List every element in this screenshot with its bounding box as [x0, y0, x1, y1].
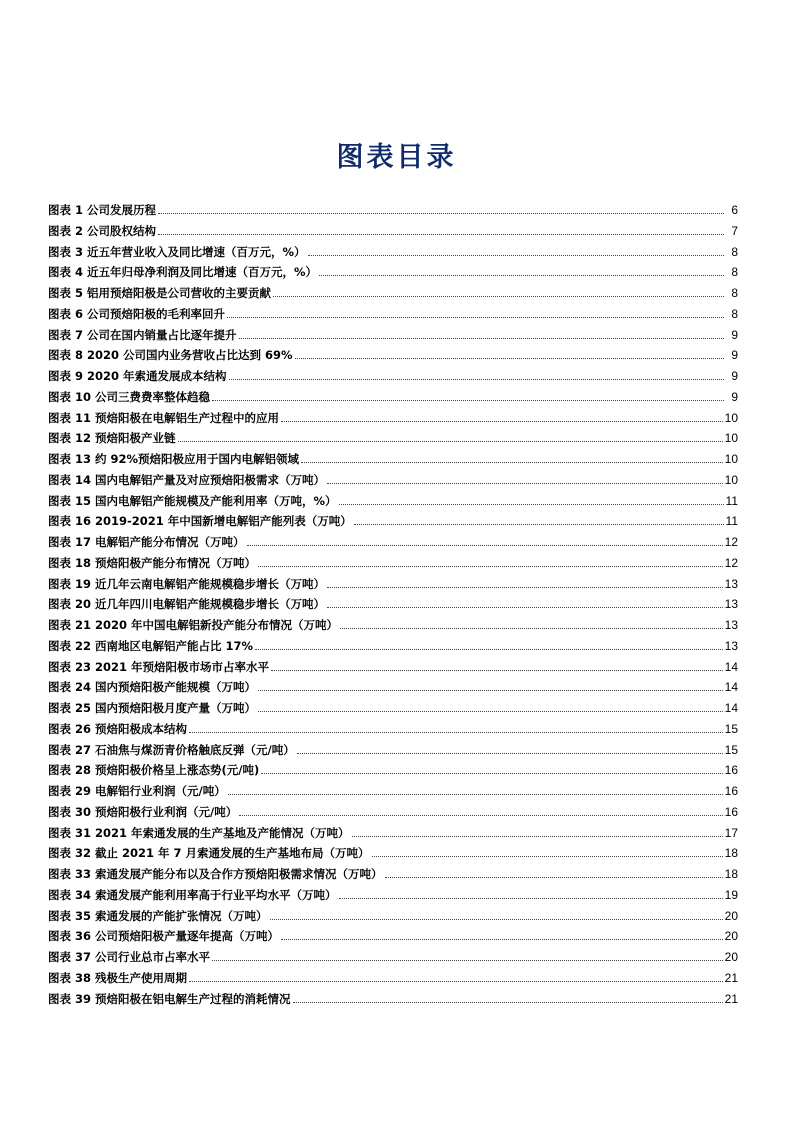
page-number[interactable]: 20: [724, 950, 738, 964]
figure-number: 图表 28: [48, 763, 92, 778]
toc-entry[interactable]: [48, 594, 738, 615]
dot-leader: [258, 710, 723, 712]
figure-caption: 公司预焙阳极产量逐年提高（万吨）: [95, 929, 280, 944]
toc-entry[interactable]: [48, 491, 738, 512]
toc-entry-label[interactable]: [48, 843, 370, 864]
dot-leader: [297, 752, 723, 754]
figure-number: 图表 22: [48, 638, 92, 653]
figure-caption: 近五年归母净利润及同比增速（百万元，%）: [87, 265, 318, 280]
dot-leader: [258, 565, 723, 567]
figure-caption: 公司在国内销量占比逐年提升: [87, 327, 237, 342]
page-number[interactable]: 8: [731, 306, 738, 321]
toc-entry[interactable]: [48, 740, 738, 761]
dot-leader: [239, 337, 724, 339]
toc-entry[interactable]: [48, 760, 738, 781]
figure-caption: 索通发展的产能扩张情况（万吨）: [95, 908, 268, 923]
figure-number: 图表 18: [48, 555, 92, 570]
page-number[interactable]: 13: [724, 597, 738, 612]
figure-caption: 电解铝行业利润（元/吨）: [95, 784, 226, 798]
page-number[interactable]: 10: [724, 452, 738, 466]
toc-entry[interactable]: [48, 242, 738, 263]
toc-entry[interactable]: [48, 387, 738, 408]
figure-number: 图表 5: [48, 286, 84, 300]
toc-entry[interactable]: [48, 532, 738, 553]
toc-entry-label[interactable]: [48, 989, 291, 1010]
toc-entry[interactable]: [48, 885, 738, 906]
dot-leader: [273, 295, 724, 297]
toc-entry-label[interactable]: [48, 304, 225, 325]
figure-number: 图表 32: [48, 846, 92, 861]
dot-leader: [354, 523, 724, 525]
toc-entry-label[interactable]: [48, 262, 317, 283]
dot-leader: [258, 689, 723, 691]
figure-caption: 公司行业总市占率水平: [95, 950, 211, 964]
figure-caption: 电解铝产能分布情况（万吨）: [95, 535, 245, 549]
figure-caption: 公司预焙阳极的毛利率回升: [87, 306, 226, 321]
figure-number: 图表 23: [48, 659, 92, 674]
toc-entry-label[interactable]: [48, 532, 245, 553]
figure-caption: 2021 年预焙阳极市场市占率水平: [95, 659, 270, 674]
dot-leader: [327, 586, 723, 588]
figure-caption: 截止 2021 年 7 月索通发展的生产基地布局（万吨）: [95, 846, 370, 861]
toc-entry[interactable]: [48, 553, 738, 574]
toc-entry-label[interactable]: [48, 657, 269, 678]
toc-entry[interactable]: [48, 802, 738, 823]
toc-entry-label[interactable]: [48, 428, 176, 449]
toc-entry-label[interactable]: [48, 740, 295, 761]
toc-entry[interactable]: [48, 262, 738, 283]
figure-caption: 预焙阳极成本结构: [95, 721, 188, 736]
page-number[interactable]: 15: [724, 742, 738, 757]
toc-entry[interactable]: [48, 366, 738, 387]
toc-entry[interactable]: [48, 283, 738, 304]
page-number[interactable]: 10: [724, 431, 738, 446]
toc-entry-label[interactable]: [48, 449, 299, 470]
toc-entry[interactable]: [48, 615, 738, 636]
figure-caption: 约 92%预焙阳极应用于国内电解铝领域: [95, 452, 300, 466]
figure-caption: 国内电解铝产量及对应预焙阳极需求（万吨）: [95, 472, 326, 487]
dot-leader: [158, 233, 724, 235]
figure-number: 图表 13: [48, 452, 92, 466]
page-number[interactable]: 8: [731, 265, 738, 280]
toc-entry-label[interactable]: [48, 802, 237, 823]
dot-leader: [212, 959, 723, 961]
toc-entry[interactable]: [48, 636, 738, 657]
toc-entry-label[interactable]: [48, 947, 210, 968]
figure-caption: 2021 年索通发展的生产基地及产能情况（万吨）: [95, 825, 350, 840]
toc-entry-label[interactable]: [48, 594, 325, 615]
figure-caption: 预焙阳极行业利润（元/吨）: [95, 804, 238, 819]
figure-number: 图表 17: [48, 535, 92, 549]
toc-entry[interactable]: [48, 843, 738, 864]
dot-leader: [319, 274, 724, 276]
page-number[interactable]: 16: [724, 763, 738, 778]
toc-entry-label[interactable]: [48, 366, 227, 387]
figure-number: 图表 29: [48, 784, 92, 798]
figure-number: 图表 9: [48, 369, 84, 383]
page-number[interactable]: 16: [724, 804, 738, 819]
toc-entry-label[interactable]: [48, 615, 338, 636]
dot-leader: [239, 814, 722, 816]
figure-caption: 预焙阳极在铝电解生产过程的消耗情况: [95, 991, 291, 1006]
toc-entry-label[interactable]: [48, 470, 325, 491]
dot-leader: [385, 876, 723, 878]
toc-entry[interactable]: [48, 511, 738, 532]
toc-entry-label[interactable]: [48, 926, 279, 947]
dot-leader: [212, 399, 724, 401]
figure-number: 图表 27: [48, 742, 92, 757]
figure-number: 图表 25: [48, 701, 92, 715]
figure-caption: 2019-2021 年中国新增电解铝产能列表（万吨）: [95, 514, 352, 529]
page-number[interactable]: 21: [724, 991, 738, 1006]
toc-entry-label[interactable]: [48, 781, 226, 802]
table-of-figures: [48, 200, 738, 1009]
figure-number: 图表 26: [48, 721, 92, 736]
figure-number: 图表 31: [48, 825, 92, 840]
page-number[interactable]: 18: [724, 867, 738, 881]
page-number[interactable]: 8: [731, 244, 738, 259]
dot-leader: [293, 1001, 723, 1003]
dot-leader: [255, 648, 723, 650]
figure-number: 图表 4: [48, 265, 84, 280]
toc-entry-label[interactable]: [48, 200, 156, 221]
figure-number: 图表 14: [48, 472, 92, 487]
figure-caption: 公司发展历程: [87, 203, 157, 217]
toc-entry[interactable]: [48, 719, 738, 740]
toc-entry[interactable]: [48, 470, 738, 491]
figure-caption: 预焙阳极产能分布情况（万吨）: [95, 555, 257, 570]
figure-number: 图表 24: [48, 680, 92, 695]
dot-leader: [270, 918, 723, 920]
toc-entry[interactable]: [48, 864, 738, 885]
toc-entry-label[interactable]: [48, 719, 187, 740]
toc-entry-label[interactable]: [48, 283, 271, 304]
figure-number: 图表 30: [48, 804, 92, 819]
figure-caption: 索通发展产能分布以及合作方预焙阳极需求情况（万吨）: [95, 867, 383, 881]
dot-leader: [227, 316, 724, 318]
figure-number: 图表 33: [48, 867, 92, 881]
figure-number: 图表 3: [48, 244, 84, 259]
toc-entry-label[interactable]: [48, 491, 337, 512]
figure-number: 图表 34: [48, 887, 92, 902]
page-number[interactable]: 9: [731, 389, 738, 404]
page-number[interactable]: 16: [724, 784, 738, 798]
figure-caption: 国内预焙阳极产能规模（万吨）: [95, 680, 257, 695]
toc-entry-label[interactable]: [48, 408, 279, 429]
figure-number: 图表 19: [48, 576, 92, 591]
toc-entry[interactable]: [48, 989, 738, 1010]
toc-entry[interactable]: [48, 304, 738, 325]
dot-leader: [340, 627, 723, 629]
dot-leader: [281, 938, 723, 940]
page-number[interactable]: 19: [724, 887, 738, 902]
page-number[interactable]: 18: [724, 846, 738, 861]
figure-number: 图表 1: [48, 203, 84, 217]
figure-number: 图表 11: [48, 410, 92, 425]
dot-leader: [189, 980, 723, 982]
figure-number: 图表 6: [48, 306, 84, 321]
dot-leader: [327, 482, 723, 484]
figure-caption: 公司三费费率整体趋稳: [95, 389, 211, 404]
toc-entry[interactable]: [48, 926, 738, 947]
figure-caption: 铝用预焙阳极是公司营收的主要贡献: [87, 286, 272, 300]
figure-caption: 预焙阳极在电解铝生产过程中的应用: [95, 410, 280, 425]
page-number[interactable]: 20: [724, 908, 738, 923]
figure-caption: 公司股权结构: [87, 223, 157, 238]
figure-caption: 近几年四川电解铝产能规模稳步增长（万吨）: [95, 597, 326, 612]
dot-leader: [281, 420, 723, 422]
figure-number: 图表 20: [48, 597, 92, 612]
toc-entry-label[interactable]: [48, 553, 256, 574]
toc-entry-label[interactable]: [48, 968, 187, 989]
figure-caption: 预焙阳极价格呈上涨态势(元/吨): [95, 763, 260, 778]
page-number[interactable]: 7: [731, 223, 738, 238]
toc-entry-label[interactable]: [48, 325, 237, 346]
figure-number: 图表 8: [48, 348, 84, 363]
figure-number: 图表 15: [48, 493, 92, 508]
toc-entry[interactable]: [48, 408, 738, 429]
page-number[interactable]: 10: [724, 472, 738, 487]
figure-caption: 近五年营业收入及同比增速（百万元，%）: [87, 244, 306, 259]
page-number[interactable]: 9: [731, 348, 738, 363]
figure-caption: 预焙阳极产业链: [95, 431, 176, 446]
toc-entry-label[interactable]: [48, 864, 383, 885]
figure-caption: 国内电解铝产能规模及产能利用率（万吨，%）: [95, 493, 337, 508]
toc-entry[interactable]: [48, 947, 738, 968]
figure-caption: 石油焦与煤沥青价格触底反弹（元/吨）: [95, 742, 295, 757]
toc-entry[interactable]: [48, 823, 738, 844]
figure-caption: 西南地区电解铝产能占比 17%: [95, 638, 254, 653]
dot-leader: [339, 503, 724, 505]
figure-number: 图表 36: [48, 929, 92, 944]
toc-entry-label[interactable]: [48, 511, 352, 532]
figure-caption: 国内预焙阳极月度产量（万吨）: [95, 701, 257, 715]
toc-entry-label[interactable]: [48, 242, 306, 263]
dot-leader: [261, 772, 722, 774]
figure-number: 图表 39: [48, 991, 92, 1006]
toc-entry[interactable]: [48, 325, 738, 346]
page-number[interactable]: 13: [724, 638, 738, 653]
toc-entry[interactable]: [48, 200, 738, 221]
dot-leader: [158, 212, 724, 214]
toc-entry[interactable]: [48, 906, 738, 927]
page-number[interactable]: 14: [724, 680, 738, 695]
page-title: 图表目录: [336, 142, 457, 173]
page-number[interactable]: 9: [731, 327, 738, 342]
page-number[interactable]: 8: [731, 286, 738, 300]
toc-entry[interactable]: [48, 449, 738, 470]
toc-entry[interactable]: [48, 428, 738, 449]
toc-entry-label[interactable]: [48, 677, 256, 698]
figure-caption: 近几年云南电解铝产能规模稳步增长（万吨）: [95, 576, 326, 591]
dot-leader: [339, 897, 723, 899]
figure-number: 图表 10: [48, 389, 92, 404]
dot-leader: [271, 669, 723, 671]
page-number[interactable]: 12: [724, 535, 738, 549]
figure-number: 图表 12: [48, 431, 92, 446]
toc-entry[interactable]: [48, 657, 738, 678]
toc-entry-label[interactable]: [48, 574, 325, 595]
toc-entry[interactable]: [48, 221, 738, 242]
page-number[interactable]: 14: [724, 701, 738, 715]
toc-entry[interactable]: [48, 698, 738, 719]
page-number[interactable]: 9: [731, 369, 738, 383]
page-number[interactable]: 11: [725, 493, 738, 508]
figure-caption: 2020 年索通发展成本结构: [87, 369, 227, 383]
figure-number: 图表 16: [48, 514, 92, 529]
toc-entry-label[interactable]: [48, 387, 210, 408]
dot-leader: [189, 731, 723, 733]
toc-entry[interactable]: [48, 345, 738, 366]
figure-caption: 2020 年中国电解铝新投产能分布情况（万吨）: [95, 618, 339, 632]
figure-number: 图表 37: [48, 950, 92, 964]
dot-leader: [308, 254, 724, 256]
figure-number: 图表 2: [48, 223, 84, 238]
figure-number: 图表 7: [48, 327, 84, 342]
toc-entry[interactable]: [48, 968, 738, 989]
page-number[interactable]: 20: [724, 929, 738, 944]
page-number[interactable]: 10: [724, 410, 738, 425]
toc-entry[interactable]: [48, 781, 738, 802]
toc-entry[interactable]: [48, 677, 738, 698]
toc-entry-label[interactable]: [48, 906, 268, 927]
page-number[interactable]: 11: [725, 514, 738, 529]
toc-entry-label[interactable]: [48, 823, 350, 844]
toc-entry-label[interactable]: [48, 345, 293, 366]
dot-leader: [228, 793, 723, 795]
page-number[interactable]: 13: [724, 618, 738, 632]
page-number[interactable]: 17: [724, 825, 738, 840]
dot-leader: [327, 606, 723, 608]
page-number[interactable]: 6: [731, 203, 738, 217]
dot-leader: [372, 855, 723, 857]
toc-entry-label[interactable]: [48, 760, 259, 781]
figure-number: 图表 35: [48, 908, 92, 923]
figure-caption: 索通发展产能利用率高于行业平均水平（万吨）: [95, 887, 337, 902]
dot-leader: [178, 440, 723, 442]
figure-number: 图表 21: [48, 618, 92, 632]
toc-entry[interactable]: [48, 574, 738, 595]
toc-entry-label[interactable]: [48, 636, 253, 657]
figure-caption: 残极生产使用周期: [95, 970, 188, 985]
toc-entry-label[interactable]: [48, 221, 156, 242]
dot-leader: [295, 357, 724, 359]
figure-number: 图表 38: [48, 970, 92, 985]
figure-caption: 2020 公司国内业务营收占比达到 69%: [87, 348, 293, 363]
dot-leader: [352, 835, 723, 837]
toc-entry-label[interactable]: [48, 885, 337, 906]
page-number[interactable]: 13: [724, 576, 738, 591]
page-number[interactable]: 21: [724, 970, 738, 985]
dot-leader: [301, 461, 723, 463]
dot-leader: [247, 544, 723, 546]
dot-leader: [229, 378, 724, 380]
toc-entry-label[interactable]: [48, 698, 256, 719]
page-number[interactable]: 14: [724, 659, 738, 674]
page-number[interactable]: 15: [724, 721, 738, 736]
page-number[interactable]: 12: [724, 555, 738, 570]
